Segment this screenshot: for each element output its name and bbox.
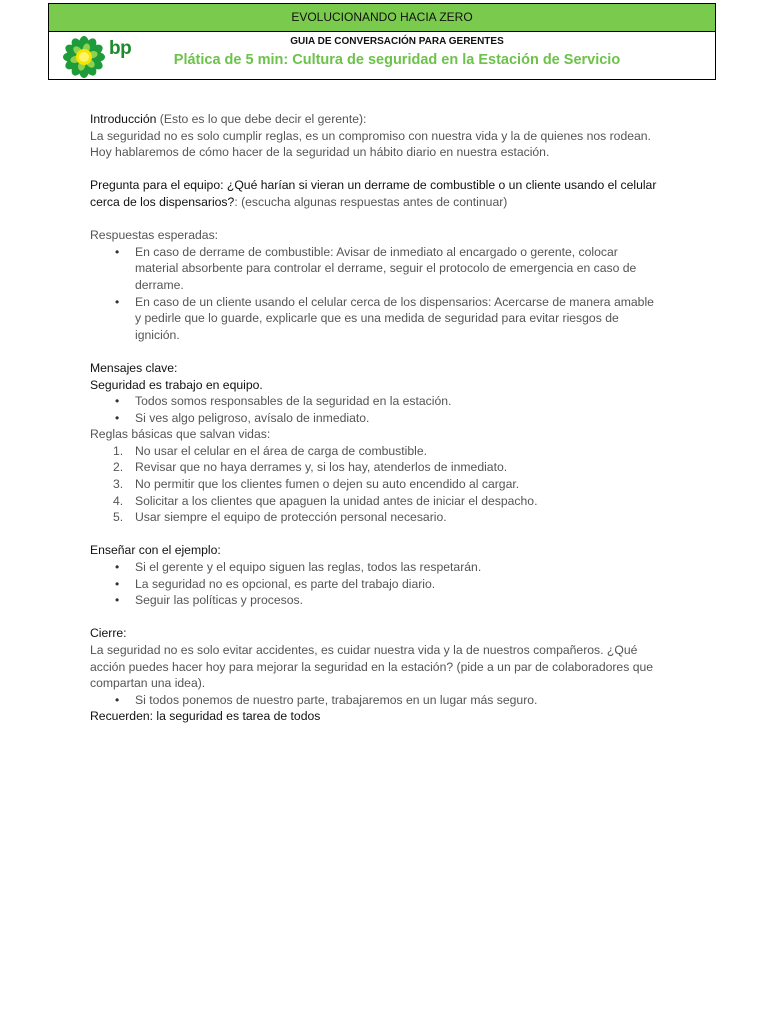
- messages-list: [90, 393, 660, 426]
- answers-heading: Respuestas esperadas:: [90, 228, 219, 243]
- rule-text: Solicitar a los clientes que apaguen la unidad antes de iniciar el despacho.: [135, 493, 538, 508]
- rules-list: [90, 443, 660, 526]
- closing-final: Recuerden: la seguridad es tarea de todos: [90, 709, 321, 724]
- closing-body: La seguridad no es solo evitar accidentes, es cuidar nuestra vida y la de nuestros compañeros. ¿Qué acción puedes hacer hoy para mejorar la seguridad en la estación? (pide a un par de colaboradores que compartan una idea).: [90, 643, 654, 691]
- rule-number: 1.: [113, 443, 124, 458]
- document-body: [90, 111, 660, 725]
- answers-list: [90, 244, 660, 344]
- list-item: • En caso de un cliente usando el celular cerca de los dispensarios: Acercarse de manera amable y pedirle que lo guarde, explicarle que es una medida de seguridad para evitar riesgos de ignición.: [135, 294, 660, 344]
- rule-number: 5.: [113, 510, 124, 525]
- list-item: • Seguir las políticas y procesos.: [135, 592, 660, 609]
- list-item: [113, 459, 660, 476]
- rule-number: 4.: [113, 493, 124, 508]
- bp-wordmark: bp: [109, 38, 132, 59]
- list-item: • En caso de derrame de combustible: Avisar de inmediato al encargado o gerente, colocar material absorbente para controlar el derrame, seguir el protocolo de emergencia en caso de derrame.: [135, 244, 660, 294]
- list-item: • Si el gerente y el equipo siguen las reglas, todos las respetarán.: [135, 559, 660, 576]
- question-line: [90, 177, 660, 210]
- rule-text: No permitir que los clientes fumen o dejen su auto encendido al cargar.: [135, 477, 520, 492]
- intro-heading: Introducción: [90, 112, 157, 126]
- list-item: • La seguridad no es opcional, es parte del trabajo diario.: [135, 576, 660, 593]
- list-item: • Si todos ponemos de nuestro parte, trabajaremos en un lugar más seguro.: [135, 692, 660, 709]
- list-item: [113, 493, 660, 510]
- list-item: • Si ves algo peligroso, avísalo de inmediato.: [135, 410, 660, 427]
- list-item: [113, 476, 660, 493]
- intro-note: (Esto es lo que debe decir el gerente):: [156, 112, 367, 126]
- rule-text: Usar siempre el equipo de protección personal necesario.: [135, 510, 447, 525]
- closing-list: [90, 692, 660, 709]
- rule-number: 2.: [113, 460, 124, 475]
- rule-number: 3.: [113, 477, 124, 492]
- document-subtitle: GUIA DE CONVERSACIÓN PARA GERENTES: [290, 36, 504, 47]
- document-title: Plática de 5 min: Cultura de seguridad en la Estación de Servicio: [173, 52, 621, 68]
- question-note: : (escucha algunas respuestas antes de continuar): [234, 194, 508, 209]
- list-item: [113, 509, 660, 526]
- list-item: [113, 443, 660, 460]
- intro-body: La seguridad no es solo cumplir reglas, es un compromiso con nuestra vida y la de quienes nos rodean. Hoy hablaremos de cómo hacer de la seguridad un hábito diario en nuestra estación.: [90, 128, 651, 160]
- example-heading: Enseñar con el ejemplo:: [90, 543, 221, 558]
- closing-heading: Cierre:: [90, 626, 127, 641]
- list-item: • Todos somos responsables de la seguridad en la estación.: [135, 393, 660, 410]
- rules-heading: Reglas básicas que salvan vidas:: [90, 427, 271, 442]
- rule-text: Revisar que no haya derrames y, si los hay, atenderlos de inmediato.: [135, 460, 508, 475]
- question-text: Pregunta para el equipo: ¿Qué harían si vieran un derrame de combustible o un cliente usando el celular cerca de los dispensarios?: [90, 178, 657, 209]
- header-body: [49, 32, 715, 80]
- header-banner: EVOLUCIONANDO HACIA ZERO: [49, 4, 715, 32]
- intro-heading-line: [90, 111, 660, 128]
- example-list: [90, 559, 660, 609]
- messages-heading: Mensajes clave:: [90, 360, 178, 375]
- rule-text: No usar el celular en el área de carga de combustible.: [135, 443, 427, 458]
- document-header: [48, 3, 716, 80]
- messages-subheading: Seguridad es trabajo en equipo.: [90, 377, 263, 392]
